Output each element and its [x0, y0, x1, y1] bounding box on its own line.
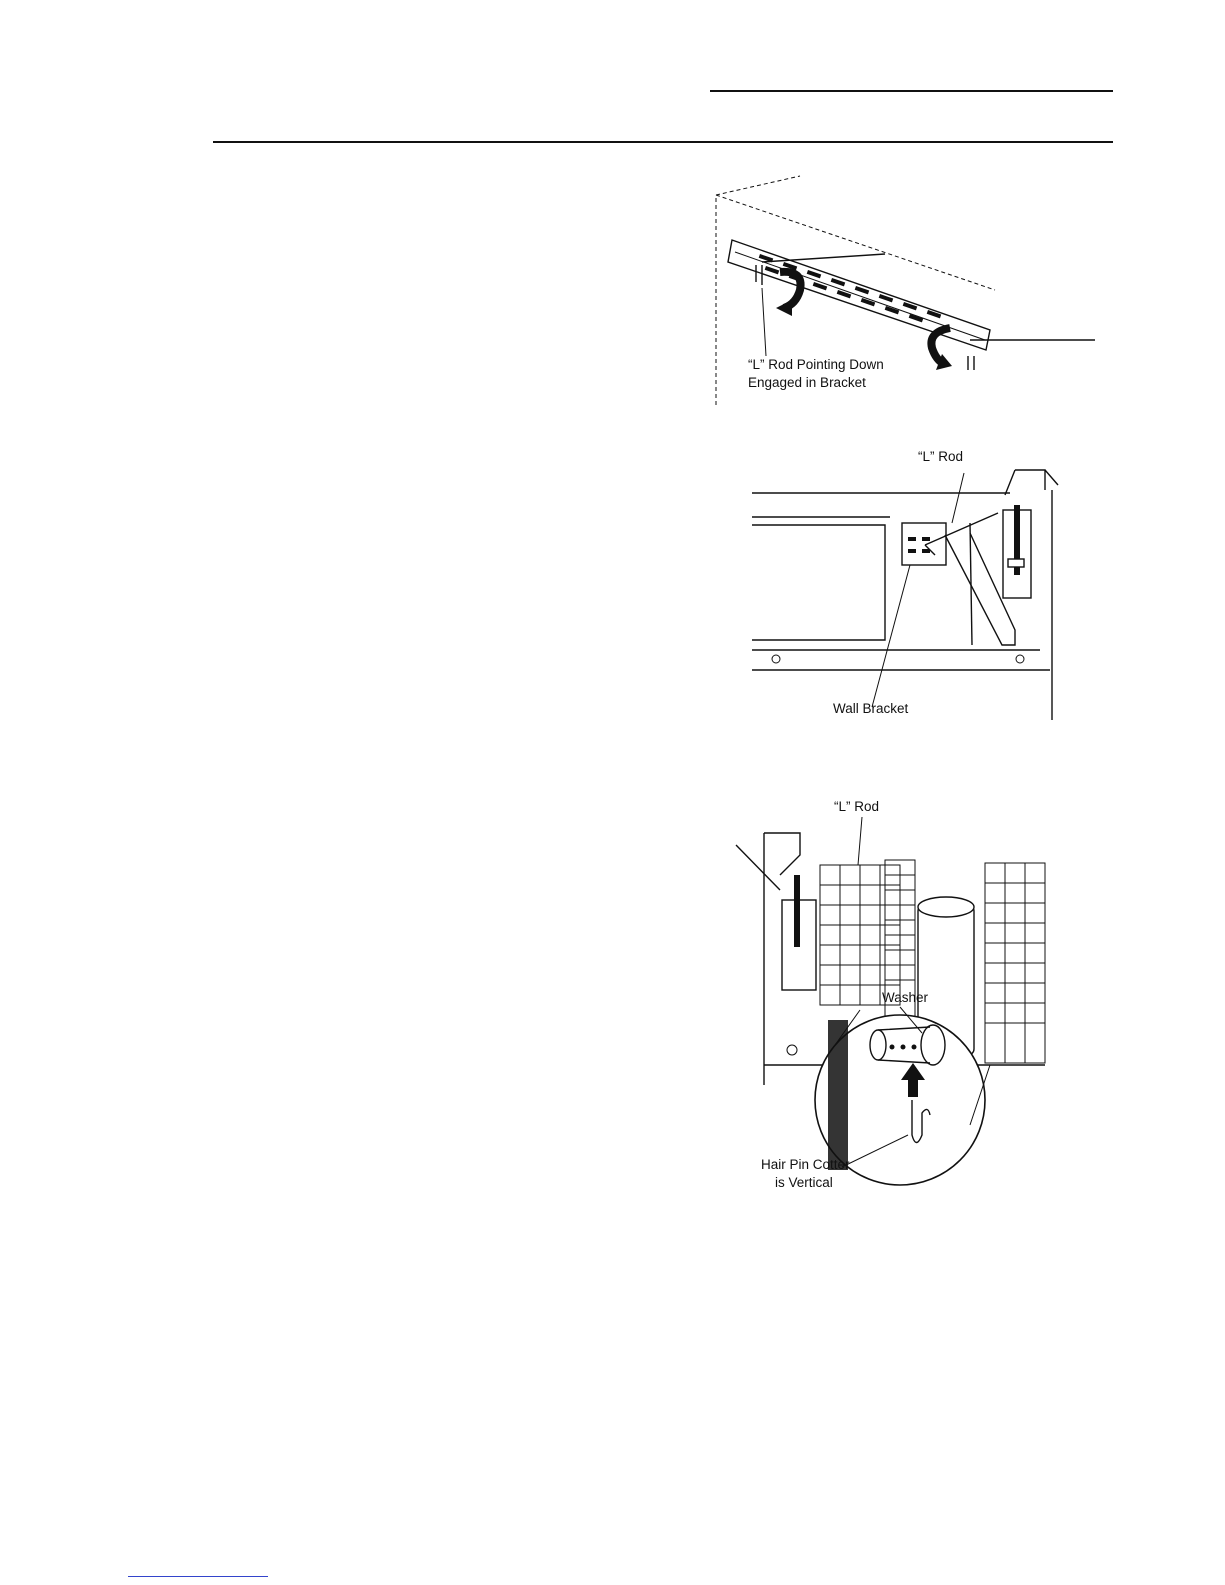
fig3-label-cotter-line1: Hair Pin Cotter [761, 1157, 850, 1172]
fig1-label-line1: “L” Rod Pointing Down [748, 357, 884, 372]
header-rule-short [710, 90, 1113, 92]
figure-l-rod-bracket [700, 170, 1110, 410]
fig2-label-bracket: Wall Bracket [833, 701, 909, 716]
fig3-label-washer: Washer [882, 990, 929, 1005]
fig3-label-rod: “L” Rod [834, 799, 880, 814]
footer-link-underline[interactable] [128, 1576, 268, 1577]
figure-wall-bracket [740, 445, 1070, 725]
fig3-label-cotter-line2: is Vertical [775, 1175, 833, 1190]
fig1-label-line2: Engaged in Bracket [748, 375, 866, 390]
figure-hair-pin-cotter [730, 795, 1060, 1195]
fig2-label-rod: “L” Rod [918, 449, 964, 464]
header-rule-long [213, 141, 1113, 143]
